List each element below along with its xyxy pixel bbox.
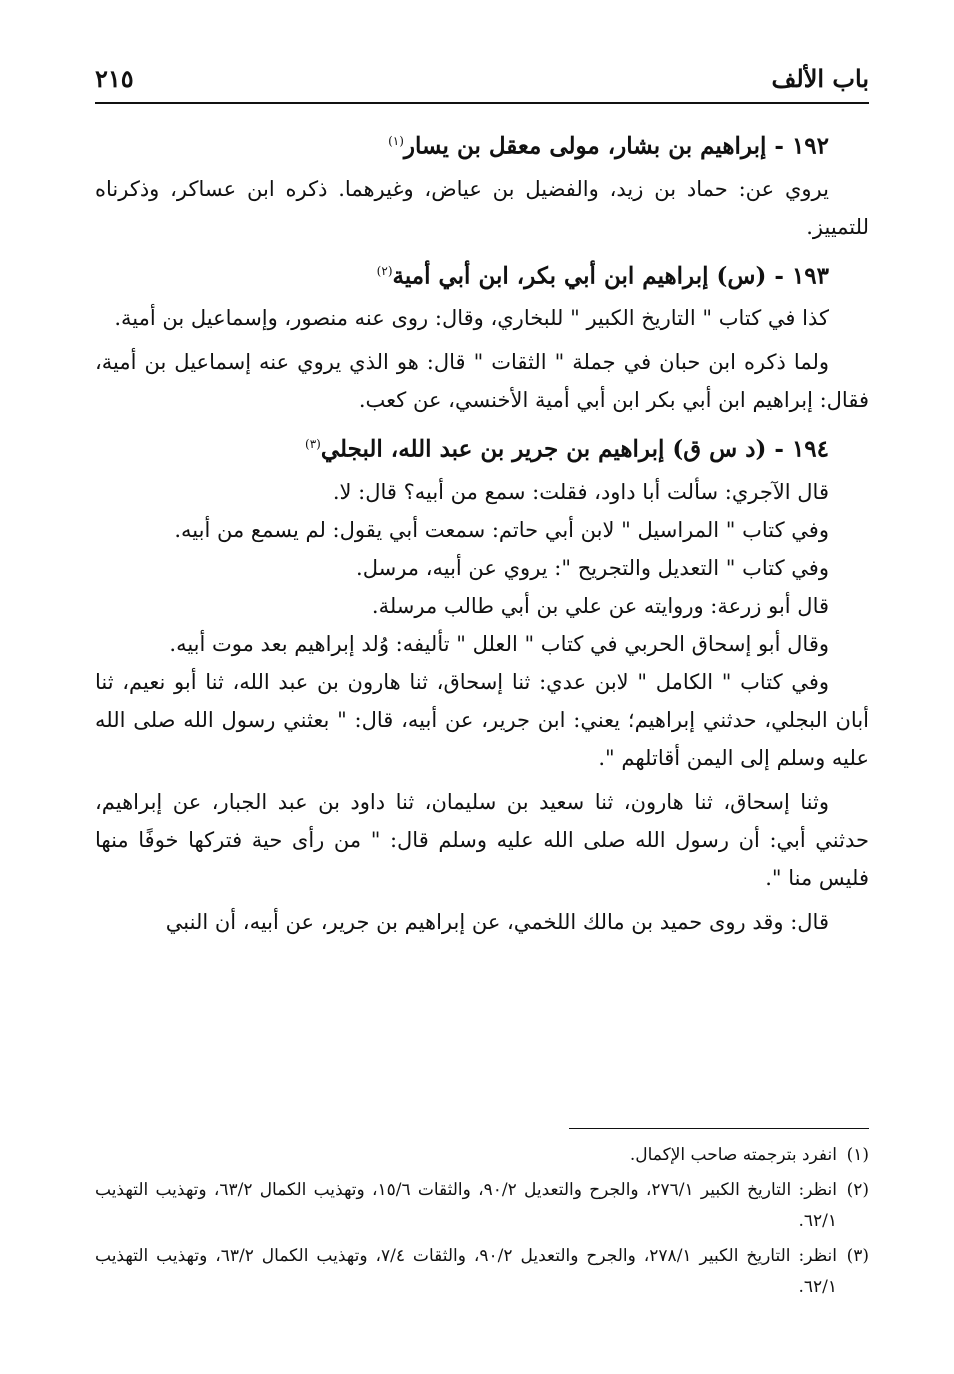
- main-text: [95, 122, 869, 947]
- footnote-ref-1[interactable]: (١): [388, 134, 404, 148]
- entry-194-line-5: وقال أبو إسحاق الحربي في كتاب " العلل " تأليفه: وُلد إبراهيم بعد موت أبيه.: [169, 631, 829, 656]
- entry-194-paragraph-8: قال: وقد روى حميد بن مالك اللخمي، عن إبراهيم بن جرير، عن أبيه، أن النبي: [165, 909, 829, 934]
- entry-194-line-1: قال الآجري: سألت أبا داود، فقلت: سمع من أبيه؟ قال: لا.: [332, 479, 829, 504]
- entry-192-heading: ١٩٢ - إبراهيم بن بشار، مولى معقل بن يسار: [403, 132, 829, 160]
- footnote-ref-3[interactable]: (٣): [305, 437, 321, 452]
- footnote-3-text: انظر: التاريخ الكبير ٢٧٨/١، والجرح والتعديل ٩٠/٢، والثقات ٧/٤، وتهذيب الكمال ٦٣/٢، وتهذيب التهذيب ٦٢/١.: [95, 1246, 837, 1297]
- entry-194-line-4: قال أبو زرعة: وروايته عن علي بن أبي طالب مرسلة.: [371, 593, 829, 618]
- footnote-separator: [569, 1128, 869, 1129]
- entry-192-paragraph: يروي عن: حماد بن زيد، والفضيل بن عياض، وغيرهما. ذكره ابن عساكر، وذكرناه للتمييز.: [95, 176, 869, 239]
- footnote-1-number: (١): [846, 1145, 869, 1165]
- page-number: ٢١٥: [95, 64, 134, 93]
- footnote-2-number: (٢): [846, 1180, 869, 1200]
- footnote-2-text: انظر: التاريخ الكبير ٢٧٦/١، والجرح والتعديل ٩٠/٢، والثقات ١٥/٦، وتهذيب الكمال ٦٣/٢، وتهذيب التهذيب ٦٢/١.: [95, 1180, 837, 1231]
- footnote-2: [95, 1175, 869, 1237]
- footnotes: [95, 1140, 869, 1307]
- chapter-title: باب الألف: [771, 64, 869, 93]
- entry-194-heading: ١٩٤ - (د س ق) إبراهيم بن جرير بن عبد الله، البجلي: [320, 435, 829, 463]
- footnote-ref-2[interactable]: (٢): [376, 263, 393, 278]
- entry-192-title: [95, 122, 869, 166]
- footnote-1-text: انفرد بترجمته صاحب الإكمال.: [629, 1145, 837, 1165]
- footnote-3-number: (٣): [846, 1246, 869, 1266]
- entry-194-line-2: وفي كتاب " المراسيل " لابن أبي حاتم: سمعت أبي يقول: لم يسمع من أبيه.: [174, 517, 829, 542]
- entry-194-line-3: وفي كتاب " التعديل والتجريح ": يروي عن أبيه، مرسل.: [356, 555, 829, 580]
- entry-193-heading: ١٩٣ - (س) إبراهيم ابن أبي بكر، ابن أبي أمية: [392, 262, 829, 290]
- running-header: [95, 60, 869, 100]
- footnote-1: [95, 1140, 869, 1171]
- entry-194-paragraph-6: وفي كتاب " الكامل " لابن عدي: ثنا إسحاق، ثنا هارون بن عبد الله، ثنا أبو نعيم، ثنا أبان البجلي، حدثني إبراهيم؛ يعني: ابن جرير، عن أبيه، قال: " بعثني رسول الله صلى الله عليه وسلم إلى اليمن أقاتلهم ".: [95, 669, 869, 770]
- entry-194-title: [95, 425, 869, 469]
- entry-194-paragraph-7: وثنا إسحاق، ثنا هارون، ثنا سعيد بن سليمان، ثنا داود بن عبد الجبار، عن إبراهيم، حدثني أبي: أن رسول الله صلى الله عليه وسلم قال: " من رأى حية فتركها خوفًا منها فليس منا ".: [95, 789, 869, 890]
- header-rule: [95, 102, 869, 104]
- footnote-3: [95, 1241, 869, 1303]
- entry-193-paragraph-1: كذا في كتاب " التاريخ الكبير " للبخاري، وقال: روى عنه منصور، وإسماعيل بن أمية.: [114, 306, 829, 331]
- entry-193-title: [95, 252, 869, 296]
- entry-193-paragraph-2: ولما ذكره ابن حبان في جملة " الثقات " قال: هو الذي يروي عنه إسماعيل بن أمية، فقال: إبراهيم ابن أبي بكر ابن أبي أمية الأخنسي، عن كعب.: [95, 350, 869, 413]
